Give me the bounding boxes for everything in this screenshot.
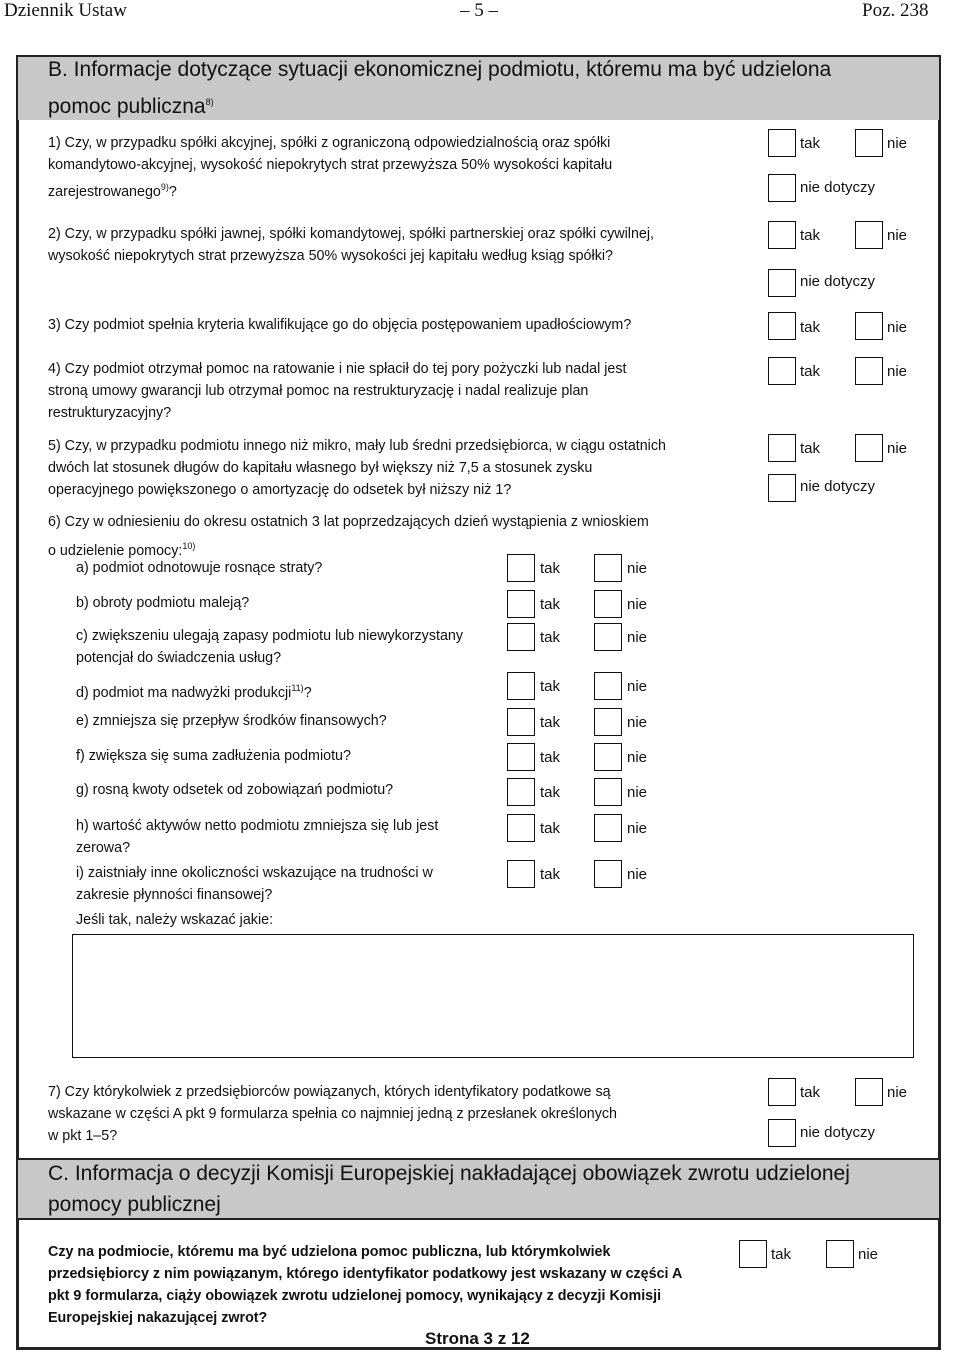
q7-yes-checkbox[interactable] — [768, 1078, 796, 1106]
q1-yes-checkbox[interactable] — [768, 129, 796, 157]
qc-yes-label: tak — [771, 1246, 792, 1263]
q2-yes-label: tak — [800, 227, 821, 244]
q7-na-checkbox[interactable] — [768, 1119, 796, 1147]
q1-text: 1) Czy, w przypadku spółki akcyjnej, spółki z ograniczoną odpowiedzialnością oraz spółki komandytowo-akcyjnej, wysokość niepokrytych strat przewyższa 50% wysokości kapitału zarejestrowanego$^{9)}$? — [48, 135, 613, 200]
q6d-yes-checkbox[interactable] — [507, 672, 535, 700]
q5-no-label: nie — [887, 440, 908, 457]
q6h-text: h) wartość aktywów netto podmiotu zmniejsza się lub jest zerowa? — [76, 818, 439, 856]
q6b-yes-checkbox[interactable] — [507, 590, 535, 618]
q6b-yes-label: tak — [540, 596, 561, 613]
q7-no-label: nie — [887, 1084, 908, 1101]
q5-no-checkbox[interactable] — [855, 434, 883, 462]
q5-na-checkbox[interactable] — [768, 474, 796, 502]
page-number: – 5 – — [460, 0, 498, 21]
q6c-yes-checkbox[interactable] — [507, 623, 535, 651]
q4-no-label: nie — [887, 363, 908, 380]
q6e-no-checkbox[interactable] — [594, 708, 622, 736]
q6c-no-label: nie — [627, 629, 648, 646]
q7-no-checkbox[interactable] — [855, 1078, 883, 1106]
q7-yes-label: tak — [800, 1084, 821, 1101]
q2-na-label: nie dotyczy — [800, 273, 876, 290]
q6c-yes-label: tak — [540, 629, 561, 646]
q5-yes-label: tak — [800, 440, 821, 457]
page-footer: Strona 3 z 12 — [425, 1329, 530, 1348]
q6f-text: f) zwiększa się suma zadłużenia podmiotu? — [76, 748, 351, 764]
q6i-no-checkbox[interactable] — [594, 860, 622, 888]
q6f-yes-label: tak — [540, 749, 561, 766]
q6-details-textarea[interactable] — [72, 934, 914, 1058]
q6c-text: c) zwiększeniu ulegają zapasy podmiotu lub niewykorzystany potencjał do świadczenia usług? — [76, 628, 464, 666]
q6b-text: b) obroty podmiotu maleją? — [76, 595, 250, 611]
q6i-no-label: nie — [627, 866, 648, 883]
q1-na-checkbox[interactable] — [768, 174, 796, 202]
q6h-yes-checkbox[interactable] — [507, 814, 535, 842]
q6-text-line1: 6) Czy w odniesieniu do okresu ostatnich 3 lat poprzedzających dzień wystąpienia z wnioskiem — [48, 514, 649, 530]
q5-yes-checkbox[interactable] — [768, 434, 796, 462]
q5-na-label: nie dotyczy — [800, 478, 876, 495]
qc-no-checkbox[interactable] — [826, 1240, 854, 1268]
q6a-no-checkbox[interactable] — [594, 554, 622, 582]
q6-text-line2: o udzielenie pomocy:$^{10)}$ — [48, 541, 196, 559]
q6d-text: d) podmiot ma nadwyżki produkcji$^{11)}$? — [76, 683, 312, 701]
q6a-yes-label: tak — [540, 560, 561, 577]
q6b-no-label: nie — [627, 596, 648, 613]
q6e-text: e) zmniejsza się przepływ środków finansowych? — [76, 713, 387, 729]
q6-details-prompt: Jeśli tak, należy wskazać jakie: — [76, 912, 274, 928]
q6c-no-checkbox[interactable] — [594, 623, 622, 651]
q5-text: 5) Czy, w przypadku podmiotu innego niż mikro, mały lub średni przedsiębiorca, w ciągu ostatnich dwóch lat stosunek długów do kapitału własnego był większy niż 7,5 a stosunek zysku operacyjnego powiększonego o amortyzację do odsetek był niższy niż 1? — [48, 438, 666, 498]
q1-yes-label: tak — [800, 135, 821, 152]
q7-text: 7) Czy którykolwiek z przedsiębiorców powiązanych, których identyfikatory podatkowe są wskazane w części A pkt 9 formularza spełnia co najmniej jedną z przesłanek określonych w pkt 1–5? — [48, 1084, 617, 1144]
section-c-title-line2: pomocy publicznej — [48, 1193, 221, 1216]
q6a-no-label: nie — [627, 560, 648, 577]
q6g-yes-label: tak — [540, 784, 561, 801]
q2-no-label: nie — [887, 227, 908, 244]
section-b-title-line1: B. Informacje dotyczące sytuacji ekonomicznej podmiotu, któremu ma być udzielona — [48, 58, 832, 81]
journal-name: Dziennik Ustaw — [4, 0, 127, 21]
q6i-yes-label: tak — [540, 866, 561, 883]
q6f-no-checkbox[interactable] — [594, 743, 622, 771]
q4-no-checkbox[interactable] — [855, 357, 883, 385]
section-b-title-line2: pomoc publiczna$^{8)}$ — [48, 95, 214, 118]
q6g-no-label: nie — [627, 784, 648, 801]
q6e-no-label: nie — [627, 714, 648, 731]
q7-na-label: nie dotyczy — [800, 1124, 876, 1141]
q6f-no-label: nie — [627, 749, 648, 766]
q2-text: 2) Czy, w przypadku spółki jawnej, spółki komandytowej, spółki partnerskiej oraz spółki cywilnej, wysokość niepokrytych strat przewyższa 50% wysokości jej kapitału według ksiąg spółki? — [48, 226, 655, 264]
q4-yes-checkbox[interactable] — [768, 357, 796, 385]
q6a-text: a) podmiot odnotowuje rosnące straty? — [76, 560, 323, 576]
q1-na-label: nie dotyczy — [800, 179, 876, 196]
q2-na-checkbox[interactable] — [768, 269, 796, 297]
q6g-no-checkbox[interactable] — [594, 778, 622, 806]
q6h-no-checkbox[interactable] — [594, 814, 622, 842]
q3-no-checkbox[interactable] — [855, 312, 883, 340]
qc-no-label: nie — [858, 1246, 879, 1263]
q2-no-checkbox[interactable] — [855, 221, 883, 249]
q6d-yes-label: tak — [540, 678, 561, 695]
q6e-yes-label: tak — [540, 714, 561, 731]
q6b-no-checkbox[interactable] — [594, 590, 622, 618]
position-number: Poz. 238 — [862, 0, 929, 21]
q6i-text: i) zaistniały inne okoliczności wskazujące na trudności w zakresie płynności finansowej? — [76, 865, 433, 903]
q4-text: 4) Czy podmiot otrzymał pomoc na ratowanie i nie spłacił do tej pory pożyczki lub nadal jest stroną umowy gwarancji lub otrzymał pomoc na restrukturyzację i nadal realizuje plan restrukturyzacyjny? — [48, 361, 627, 421]
q6d-no-checkbox[interactable] — [594, 672, 622, 700]
q6a-yes-checkbox[interactable] — [507, 554, 535, 582]
q6f-yes-checkbox[interactable] — [507, 743, 535, 771]
q6e-yes-checkbox[interactable] — [507, 708, 535, 736]
q6i-yes-checkbox[interactable] — [507, 860, 535, 888]
q3-yes-label: tak — [800, 319, 821, 336]
q6d-no-label: nie — [627, 678, 648, 695]
section-c-question: Czy na podmiocie, któremu ma być udzielona pomoc publiczna, lub którymkolwiek przedsiębiorcy z nim powiązanym, którego identyfikator podatkowy jest wskazany w części A pkt 9 formularza, ciąży obowiązek zwrotu udzielonej pomocy, wynikający z decyzji Komisji Europejskiej nakazującej zwrot? — [48, 1244, 683, 1326]
q6g-text: g) rosną kwoty odsetek od zobowiązań podmiotu? — [76, 782, 394, 798]
q4-yes-label: tak — [800, 363, 821, 380]
q3-yes-checkbox[interactable] — [768, 312, 796, 340]
q2-yes-checkbox[interactable] — [768, 221, 796, 249]
qc-yes-checkbox[interactable] — [739, 1240, 767, 1268]
q1-no-label: nie — [887, 135, 908, 152]
q6g-yes-checkbox[interactable] — [507, 778, 535, 806]
q3-no-label: nie — [887, 319, 908, 336]
q3-text: 3) Czy podmiot spełnia kryteria kwalifikujące go do objęcia postępowaniem upadłościowym? — [48, 317, 632, 333]
section-c-title-line1: C. Informacja o decyzji Komisji Europejskiej nakładającej obowiązek zwrotu udzielonej — [48, 1162, 850, 1185]
q6h-no-label: nie — [627, 820, 648, 837]
q6h-yes-label: tak — [540, 820, 561, 837]
q1-no-checkbox[interactable] — [855, 129, 883, 157]
